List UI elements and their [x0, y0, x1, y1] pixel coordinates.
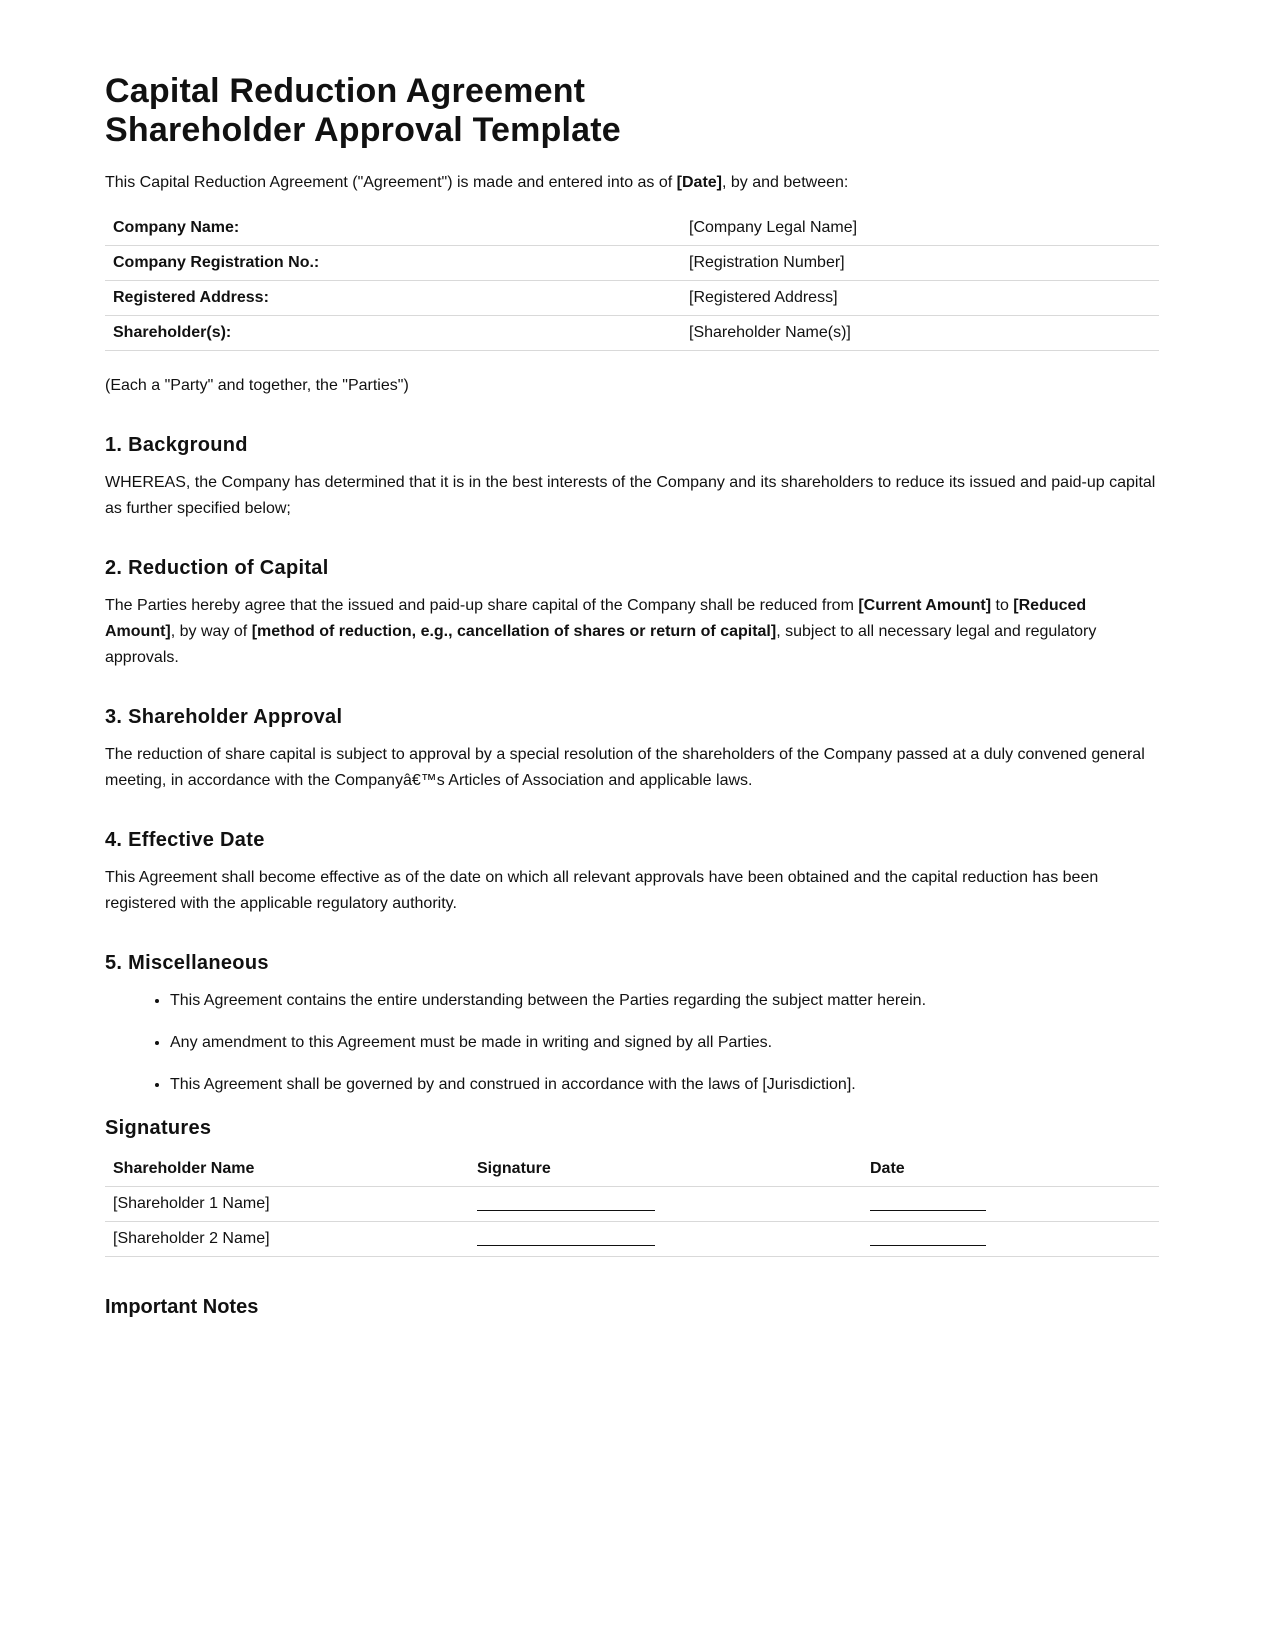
each-party-note: (Each a "Party" and together, the "Parties"): [105, 377, 409, 394]
signatures-heading: Signatures: [105, 1117, 212, 1139]
party-label: Company Name:: [105, 211, 681, 246]
date-line[interactable]: [862, 1222, 1159, 1257]
parties-table: [105, 211, 1159, 351]
section-heading-misc: 5. Miscellaneous: [105, 952, 269, 974]
table-row: [105, 246, 1159, 281]
table-header-row: [105, 1152, 1159, 1187]
signatures-table: [105, 1152, 1159, 1257]
next-heading-text: Important Notes: [105, 1296, 259, 1318]
intro-paragraph: [105, 170, 1159, 196]
party-value: [Shareholder Name(s)]: [681, 316, 1159, 351]
section-text-background: WHEREAS, the Company has determined that it is in the best interests of the Company and its shareholders to reduce its issued and paid-up capital as further specified below;: [105, 474, 1156, 517]
current-amount: [Current Amount]: [858, 597, 992, 614]
party-label: Company Registration No.:: [105, 246, 681, 281]
header-date: Date: [862, 1152, 1159, 1187]
party-label: Shareholder(s):: [105, 316, 681, 351]
section-text-approval: The reduction of share capital is subject to approval by a special resolution of the shareholders of the Company passed at a duly convened general meeting, in accordance with the Companyâ€™s Articles of Association and applicable laws.: [105, 746, 1145, 789]
party-value: [Company Legal Name]: [681, 211, 1159, 246]
table-row: [105, 1222, 1159, 1257]
table-row: [105, 316, 1159, 351]
list-item: • Any amendment to this Agreement must be made in writing and signed by all Parties.: [170, 1030, 1159, 1056]
signature-line[interactable]: [469, 1222, 862, 1257]
intro-text-end: , by and between:: [722, 174, 849, 191]
next-section-heading-cut: [105, 1293, 259, 1318]
date-line[interactable]: [862, 1187, 1159, 1222]
signature-line[interactable]: [469, 1187, 862, 1222]
section-heading-effective: 4. Effective Date: [105, 829, 265, 851]
shareholder-name: [Shareholder 1 Name]: [105, 1187, 469, 1222]
reduction-text-1: The Parties hereby agree that the issued and paid-up share capital of the Company shall be reduced from: [105, 597, 859, 614]
shareholder-name: [Shareholder 2 Name]: [105, 1222, 469, 1257]
table-row: [105, 281, 1159, 316]
reduced-amount: [Reduced Amount]: [105, 597, 1087, 640]
header-shareholder-name: Shareholder Name: [105, 1152, 469, 1187]
header-signature: Signature: [469, 1152, 862, 1187]
document-title: [105, 72, 1159, 150]
list-item: • This Agreement contains the entire understanding between the Parties regarding the subject matter herein.: [170, 988, 1159, 1014]
section-heading-reduction: 2. Reduction of Capital: [105, 557, 329, 579]
section-text-reduction: [105, 593, 1159, 671]
table-row: [105, 1187, 1159, 1222]
table-row: [105, 211, 1159, 246]
misc-list: [105, 988, 1159, 1098]
party-label: Registered Address:: [105, 281, 681, 316]
reduction-text-3: , by way of: [170, 623, 252, 640]
intro-date: [Date]: [676, 174, 723, 191]
document-page: [105, 72, 1159, 1257]
party-value: [Registration Number]: [681, 246, 1159, 281]
title-line-2: Shareholder Approval Template: [105, 111, 621, 149]
reduction-method: [method of reduction, e.g., cancellation of shares or return of capital]: [251, 623, 777, 640]
party-value: [Registered Address]: [681, 281, 1159, 316]
reduction-text-2: to: [991, 597, 1014, 614]
section-heading-background: 1. Background: [105, 434, 248, 456]
title-line-1: Capital Reduction Agreement: [105, 72, 586, 110]
section-text-effective: This Agreement shall become effective as of the date on which all relevant approvals have been obtained and the capital reduction has been registered with the applicable regulatory authority.: [105, 869, 1099, 912]
section-heading-approval: 3. Shareholder Approval: [105, 706, 343, 728]
intro-text: This Capital Reduction Agreement ("Agreement") is made and entered into as of: [105, 174, 677, 191]
list-item: • This Agreement shall be governed by and construed in accordance with the laws of [Jurisdiction].: [170, 1072, 1159, 1098]
reduction-text-4: , subject to all necessary legal and regulatory approvals.: [105, 623, 1097, 666]
